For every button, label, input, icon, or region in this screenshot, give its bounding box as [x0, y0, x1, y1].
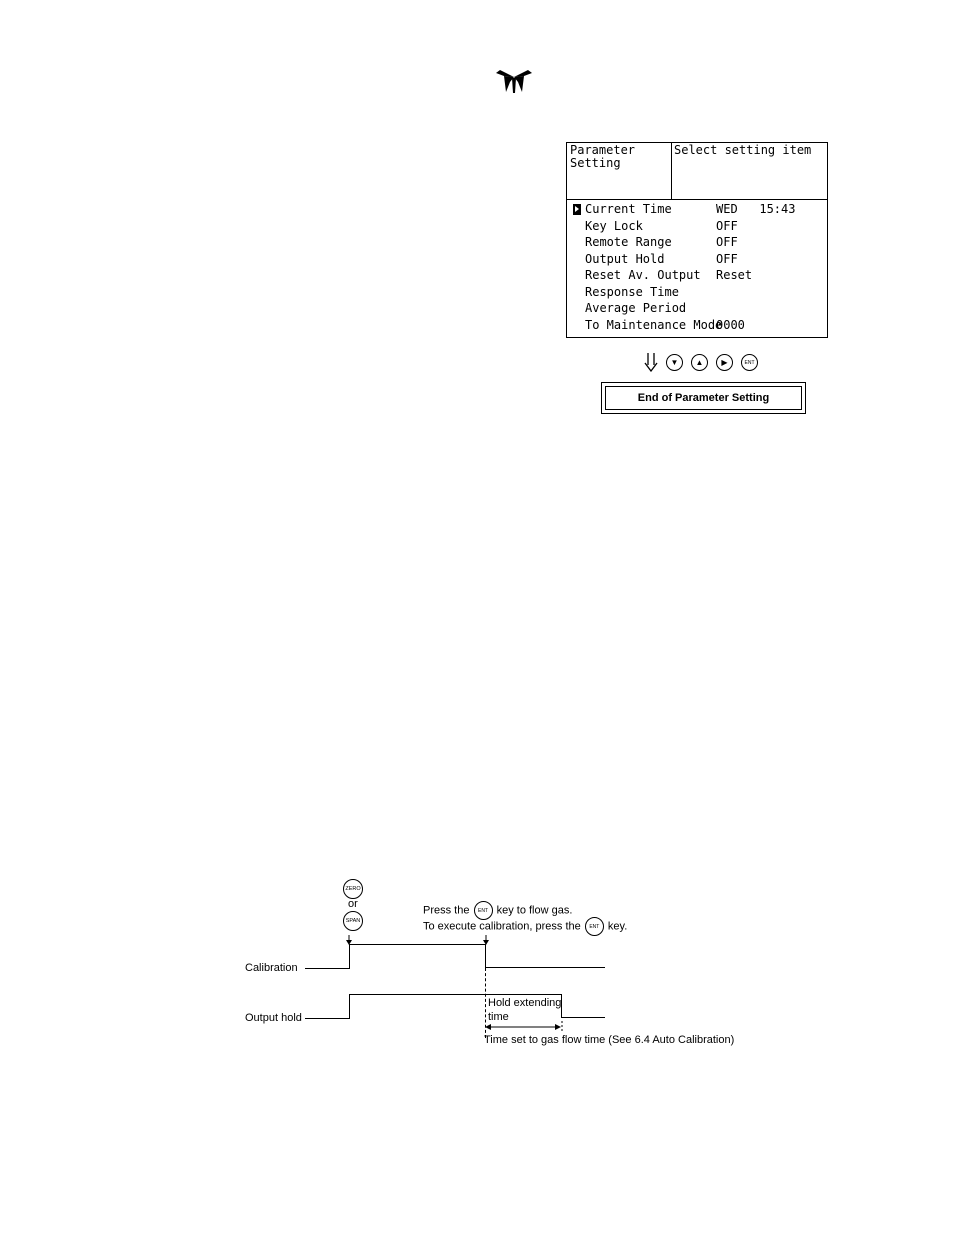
instruction-press-the: Press the: [423, 904, 470, 917]
time-set-note: Time set to gas flow time (See 6.4 Auto Calibration): [484, 1034, 735, 1046]
calibration-low-line-after: [485, 967, 605, 968]
down-key-button[interactable]: ▼: [666, 354, 683, 371]
hold-extending-time-label: time: [488, 1011, 509, 1023]
menu-item-average-period[interactable]: Average Period: [585, 301, 687, 315]
end-of-parameter-setting-box: [601, 382, 806, 414]
teledyne-logo-icon: [494, 68, 534, 94]
menu-item-reset-av-output[interactable]: Reset Av. Output: [585, 268, 701, 282]
ent-key-icon: ENT: [585, 917, 604, 936]
ent-key-icon: ENT: [474, 901, 493, 920]
up-key-button[interactable]: ▲: [691, 354, 708, 371]
double-down-arrow-icon: [643, 352, 659, 372]
parameter-setting-screen: [566, 142, 828, 338]
cursor-icon: [573, 204, 581, 215]
marker-arrows: [340, 934, 500, 950]
menu-item-remote-range[interactable]: Remote Range: [585, 235, 672, 249]
output-hold-low-line-after: [561, 1017, 605, 1018]
menu-item-key-lock[interactable]: Key Lock: [585, 218, 643, 233]
calibration-low-line: [305, 968, 349, 969]
output-hold-rise: [349, 994, 350, 1019]
menu-item-response-time[interactable]: Response Time: [585, 284, 679, 299]
output-hold-value: OFF: [716, 251, 738, 266]
calibration-fall: [485, 944, 486, 968]
maintenance-mode-password: 0000: [716, 317, 745, 332]
right-key-button[interactable]: ▶: [716, 354, 733, 371]
screen-header: [567, 143, 827, 200]
instruction-key: key.: [607, 920, 628, 933]
screen-hint: Select setting item: [674, 143, 812, 157]
menu-item-maintenance-mode[interactable]: To Maintenance Mode: [585, 317, 723, 332]
remote-range-value: OFF: [716, 235, 738, 249]
or-label: or: [348, 898, 358, 910]
end-of-parameter-setting-label: End of Parameter Setting: [605, 386, 802, 410]
left-arrow-icon: [485, 1024, 491, 1030]
output-hold-label: Output hold: [245, 1012, 302, 1024]
hold-extending-dimension: [483, 1021, 567, 1033]
ent-key-button[interactable]: ENT: [741, 354, 758, 371]
menu-item-output-hold[interactable]: Output Hold: [585, 251, 665, 266]
reset-av-output-value: Reset: [716, 268, 753, 282]
calibration-high-line: [349, 944, 486, 945]
span-key-button[interactable]: SPAN: [343, 911, 363, 931]
menu-item-current-time[interactable]: Current Time: [585, 202, 672, 216]
zero-key-button[interactable]: ZERO: [343, 879, 363, 899]
instruction-flow-gas: key to flow gas.: [496, 904, 573, 917]
hold-extending-label: Hold extending: [488, 997, 562, 1009]
output-hold-high-line: [349, 994, 562, 995]
screen-title: Parameter Setting: [570, 143, 636, 170]
calibration-rise: [349, 944, 350, 969]
key-lock-value: OFF: [716, 218, 738, 233]
calibration-label: Calibration: [245, 962, 298, 974]
header-divider: [671, 143, 672, 199]
right-arrow-icon: [555, 1024, 561, 1030]
instruction-execute-calibration: To execute calibration, press the: [423, 920, 581, 933]
current-time-value: WED 15:43: [716, 202, 796, 216]
output-hold-low-line: [305, 1018, 349, 1019]
